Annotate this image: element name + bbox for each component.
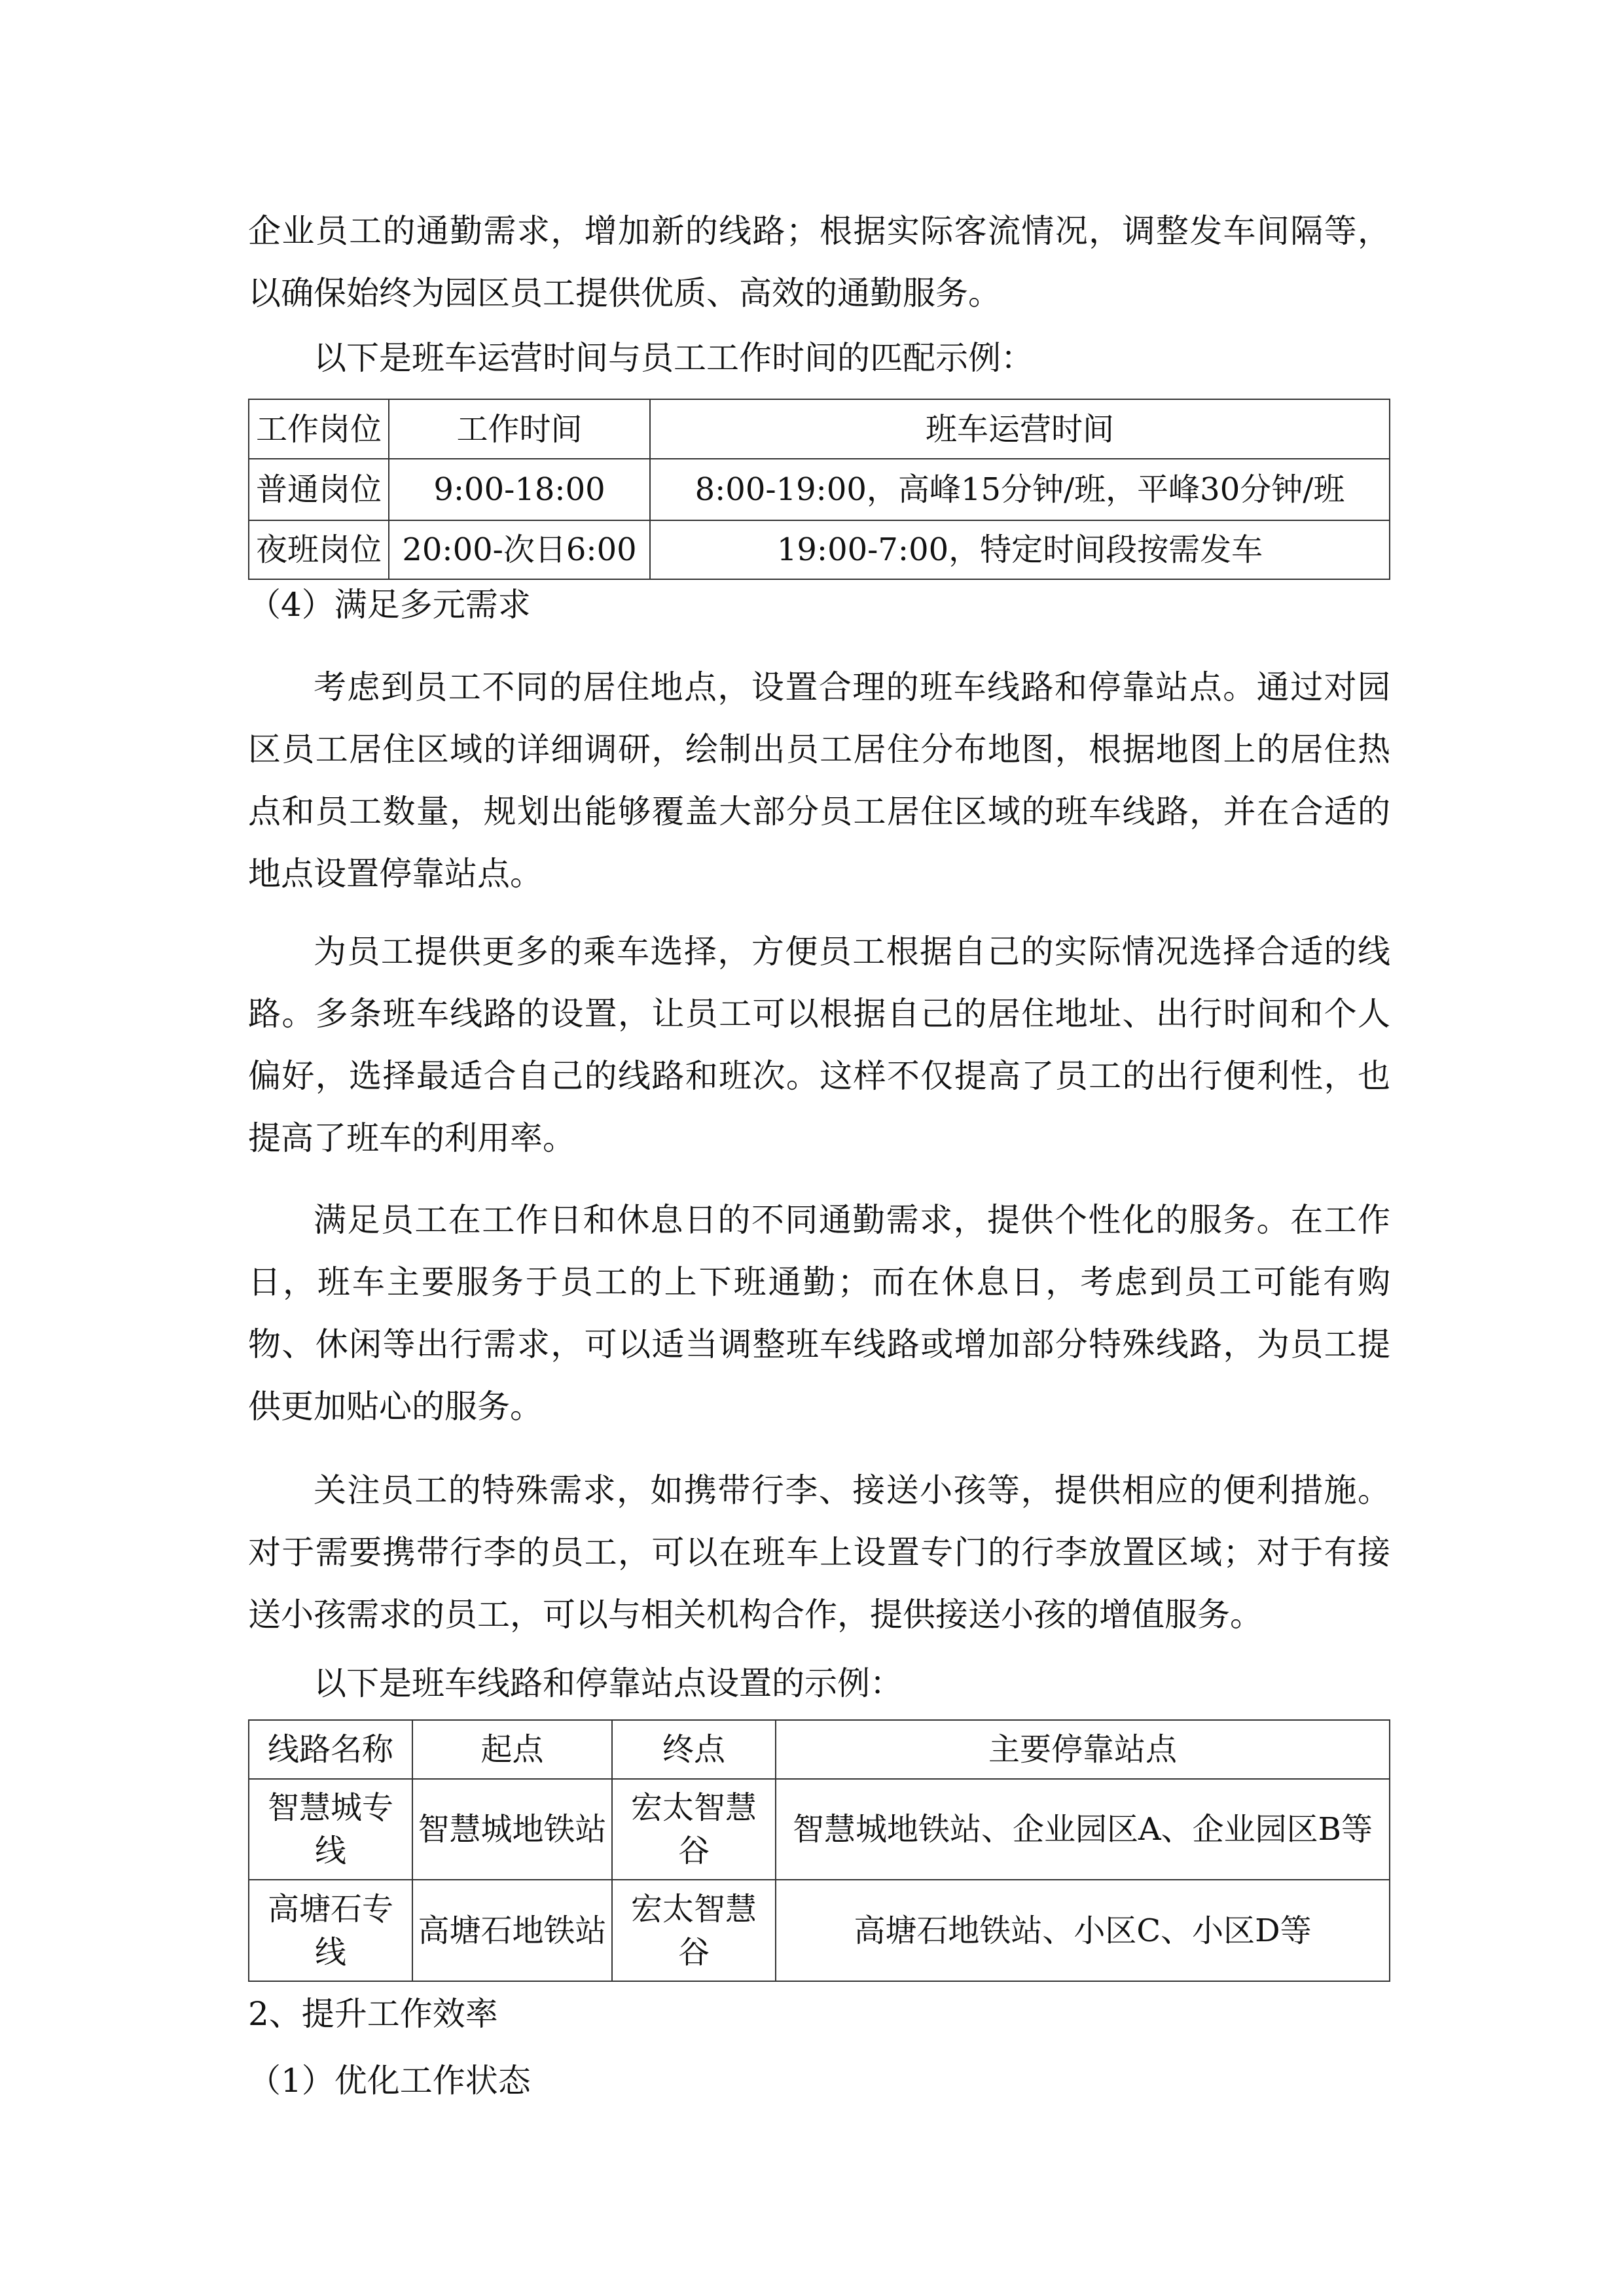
paragraph bbox=[248, 656, 1390, 905]
text-line: 区员工居住区域的详细调研，绘制出员工居住分布地图，根据地图上的居住热 bbox=[248, 730, 1390, 768]
text-line: 提高了班车的利用率。 bbox=[248, 1119, 575, 1157]
text-line: （4）满足多元需求 bbox=[248, 586, 531, 624]
text-line: 以下是班车运营时间与员工工作时间的匹配示例： bbox=[314, 339, 1034, 377]
table-row bbox=[249, 1779, 1390, 1880]
text-line: 点和员工数量，规划出能够覆盖大部分员工居住区域的班车线路，并在合适的 bbox=[248, 793, 1390, 831]
text-line: 2、提升工作效率 bbox=[248, 1995, 498, 2033]
table-cell: 智慧城地铁站 bbox=[412, 1779, 612, 1880]
table-cell: 高塘石专线 bbox=[249, 1880, 412, 1981]
shuttle-schedule-table bbox=[248, 399, 1390, 580]
section-heading bbox=[248, 574, 1390, 636]
text-line: 企业员工的通勤需求，增加新的线路；根据实际客流情况，调整发车间隔等， bbox=[248, 212, 1390, 250]
text-line: 偏好，选择最适合自己的线路和班次。这样不仅提高了员工的出行便利性，也 bbox=[248, 1057, 1390, 1095]
table-header-row bbox=[249, 399, 1390, 459]
table-cell: 智慧城专线 bbox=[249, 1779, 412, 1880]
table-row bbox=[249, 1880, 1390, 1981]
text-line: 日，班车主要服务于员工的上下班通勤；而在休息日，考虑到员工可能有购 bbox=[248, 1263, 1390, 1301]
table-cell: 20:00-次日6:00 bbox=[389, 520, 650, 579]
table-header: 起点 bbox=[412, 1720, 612, 1779]
table-cell: 普通岗位 bbox=[249, 459, 389, 520]
text-line: 关注员工的特殊需求，如携带行李、接送小孩等，提供相应的便利措施。 bbox=[314, 1471, 1390, 1509]
table-header: 工作岗位 bbox=[249, 399, 389, 459]
text-line: 送小孩需求的员工，可以与相关机构合作，提供接送小孩的增值服务。 bbox=[248, 1596, 1263, 1634]
table-cell: 高塘石地铁站 bbox=[412, 1880, 612, 1981]
table-row bbox=[249, 459, 1390, 520]
intro-paragraph bbox=[248, 200, 1390, 325]
table-cell: 高塘石地铁站、小区C、小区D等 bbox=[776, 1880, 1390, 1981]
text-line: 为员工提供更多的乘车选择，方便员工根据自己的实际情况选择合适的线 bbox=[314, 933, 1390, 971]
text-line: 以下是班车线路和停靠站点设置的示例： bbox=[314, 1664, 903, 1702]
table-header: 班车运营时间 bbox=[650, 399, 1390, 459]
paragraph bbox=[248, 921, 1390, 1170]
table-cell: 智慧城地铁站、企业园区A、企业园区B等 bbox=[776, 1779, 1390, 1880]
text-line: 满足员工在工作日和休息日的不同通勤需求，提供个性化的服务。在工作 bbox=[314, 1201, 1390, 1239]
table-header: 终点 bbox=[612, 1720, 776, 1779]
text-line: 考虑到员工不同的居住地点，设置合理的班车线路和停靠站点。通过对园 bbox=[314, 668, 1390, 706]
text-line: 对于需要携带行李的员工，可以在班车上设置专门的行李放置区域；对于有接 bbox=[248, 1534, 1390, 1571]
table-cell: 夜班岗位 bbox=[249, 520, 389, 579]
table-header: 主要停靠站点 bbox=[776, 1720, 1390, 1779]
table-cell: 19:00-7:00，特定时间段按需发车 bbox=[650, 520, 1390, 579]
table-cell: 宏太智慧谷 bbox=[612, 1880, 776, 1981]
table-cell: 9:00-18:00 bbox=[389, 459, 650, 520]
table1-intro bbox=[248, 327, 1390, 389]
table-header: 工作时间 bbox=[389, 399, 650, 459]
table2-intro bbox=[248, 1653, 1390, 1715]
section-heading bbox=[248, 1983, 1390, 2045]
table-cell: 宏太智慧谷 bbox=[612, 1779, 776, 1880]
subsection-heading bbox=[248, 2050, 1390, 2112]
table-header: 线路名称 bbox=[249, 1720, 412, 1779]
text-line: （1）优化工作状态 bbox=[248, 2062, 531, 2100]
table-header-row bbox=[249, 1720, 1390, 1779]
table-cell: 8:00-19:00，高峰15分钟/班，平峰30分钟/班 bbox=[650, 459, 1390, 520]
paragraph bbox=[248, 1189, 1390, 1438]
shuttle-route-table bbox=[248, 1719, 1390, 1982]
text-line: 地点设置停靠站点。 bbox=[248, 855, 543, 893]
text-line: 以确保始终为园区员工提供优质、高效的通勤服务。 bbox=[248, 274, 1001, 312]
paragraph bbox=[248, 1460, 1390, 1646]
text-line: 物、休闲等出行需求，可以适当调整班车线路或增加部分特殊线路，为员工提 bbox=[248, 1325, 1390, 1363]
table-row bbox=[249, 520, 1390, 579]
text-line: 供更加贴心的服务。 bbox=[248, 1388, 543, 1426]
text-line: 路。多条班车线路的设置，让员工可以根据自己的居住地址、出行时间和个人 bbox=[248, 995, 1390, 1033]
